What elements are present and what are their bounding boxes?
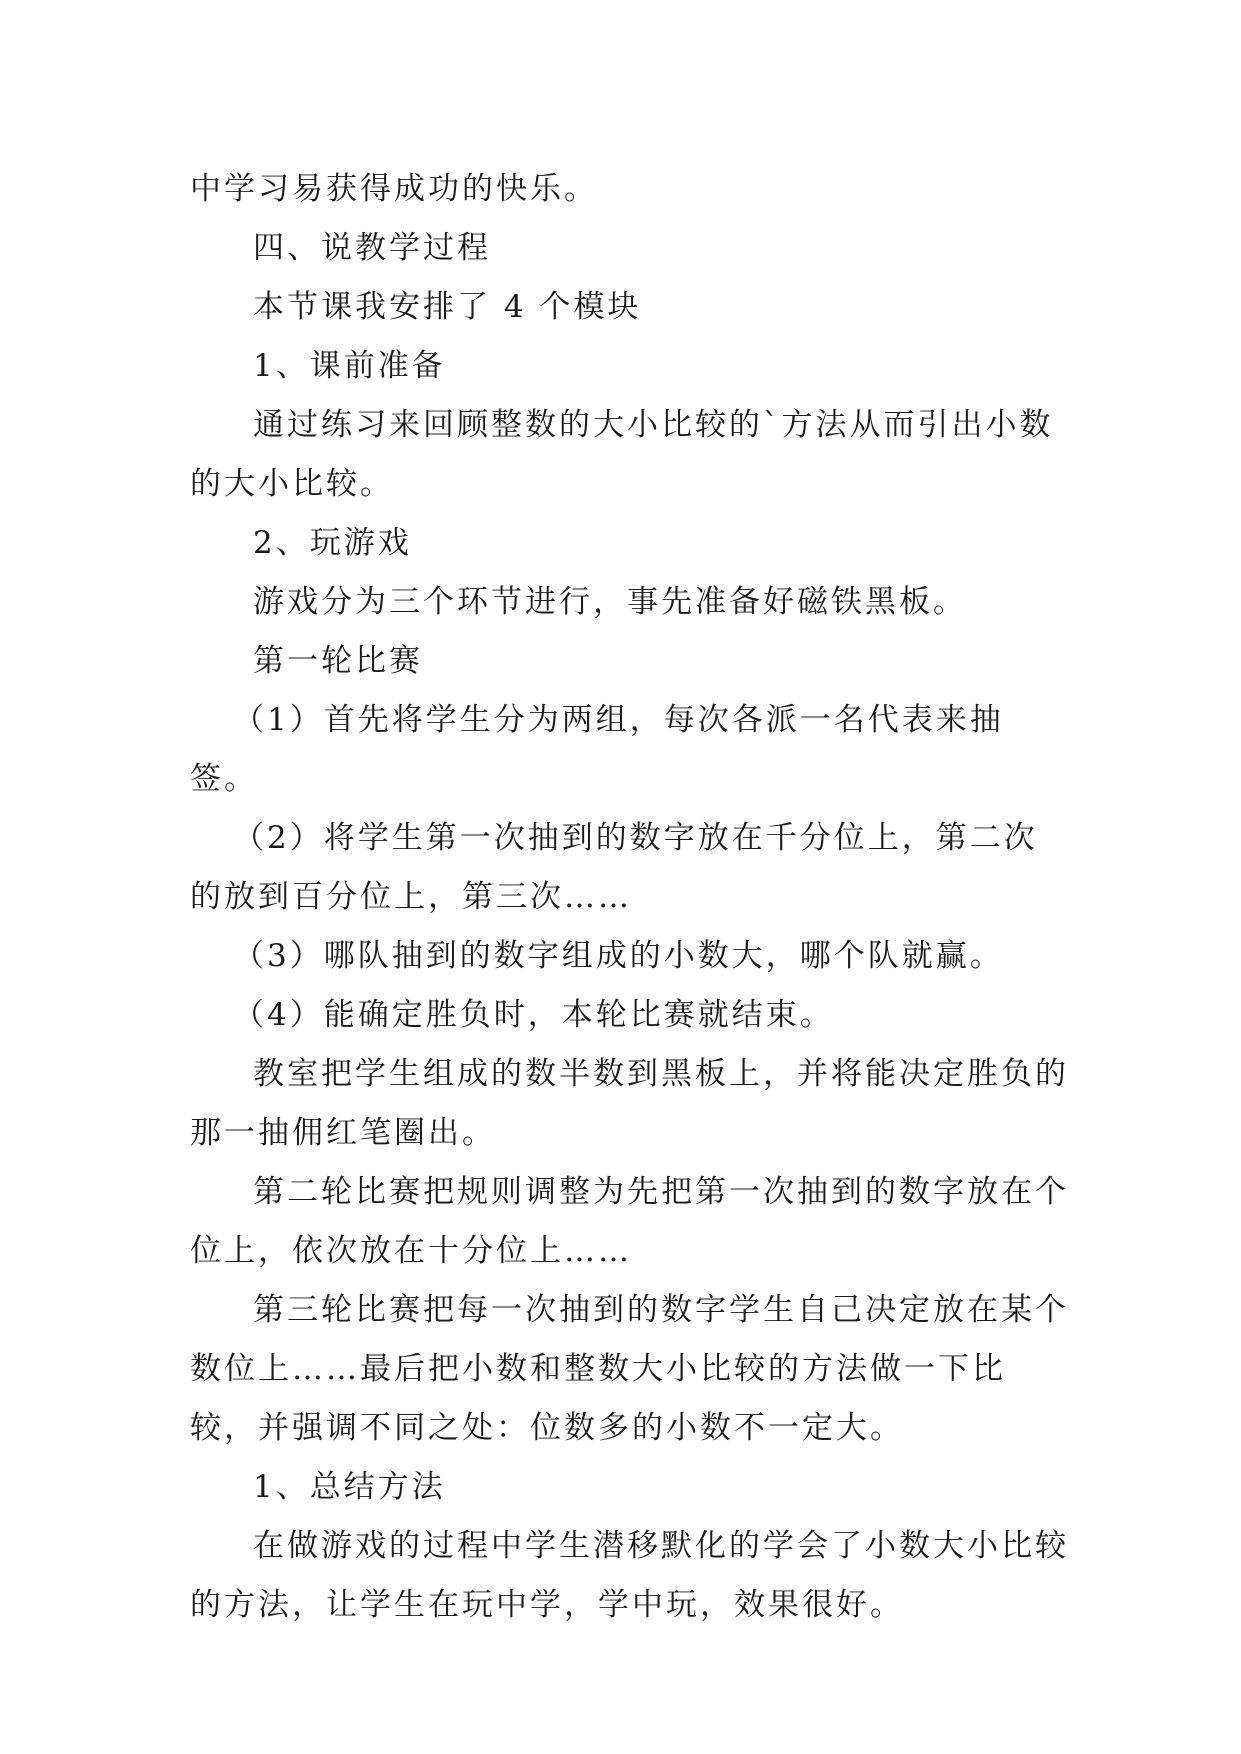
document-body — [190, 160, 1070, 1635]
subheading-summary: 1、总结方法 — [253, 1469, 446, 1505]
paragraph-game-intro: 游戏分为三个环节进行，事先准备好磁铁黑板。 — [253, 584, 967, 620]
heading-teaching-process: 四、说教学过程 — [253, 230, 491, 266]
paragraph-round-two: 第二轮比赛把规则调整为先把第一次抽到的数字放在个位上，依次放在十分位上…… — [190, 1174, 1069, 1269]
paragraph-round-three: 第三轮比赛把每一次抽到的数字学生自己决定放在某个数位上……最后把小数和整数大小比较的方法做一下比较，并强调不同之处：位数多的小数不一定大。 — [190, 1292, 1069, 1446]
subheading-round-one: 第一轮比赛 — [253, 643, 423, 679]
list-item-4: （4）能确定胜负时，本轮比赛就结束。 — [233, 997, 834, 1033]
paragraph-continuation: 中学习易获得成功的快乐。 — [190, 171, 598, 207]
subheading-game: 2、玩游戏 — [253, 525, 412, 561]
paragraph-preparation: 通过练习来回顾整数的大小比较的`方法从而引出小数的大小比较。 — [190, 407, 1054, 502]
list-item-2: （2）将学生第一次抽到的数字放在千分位上，第二次的放到百分位上，第三次…… — [190, 820, 1038, 915]
paragraph-modules: 本节课我安排了 4 个模块 — [253, 289, 642, 325]
paragraph-summary: 在做游戏的过程中学生潜移默化的学会了小数大小比较的方法，让学生在玩中学，学中玩，效果很好。 — [190, 1528, 1069, 1623]
list-item-3: （3）哪队抽到的数字组成的小数大，哪个队就赢。 — [233, 938, 1004, 974]
subheading-preparation: 1、课前准备 — [253, 348, 446, 384]
list-item-1: （1）首先将学生分为两组，每次各派一名代表来抽签。 — [190, 702, 1004, 797]
paragraph-blackboard: 教室把学生组成的数半数到黑板上，并将能决定胜负的那一抽佣红笔圈出。 — [190, 1056, 1069, 1151]
